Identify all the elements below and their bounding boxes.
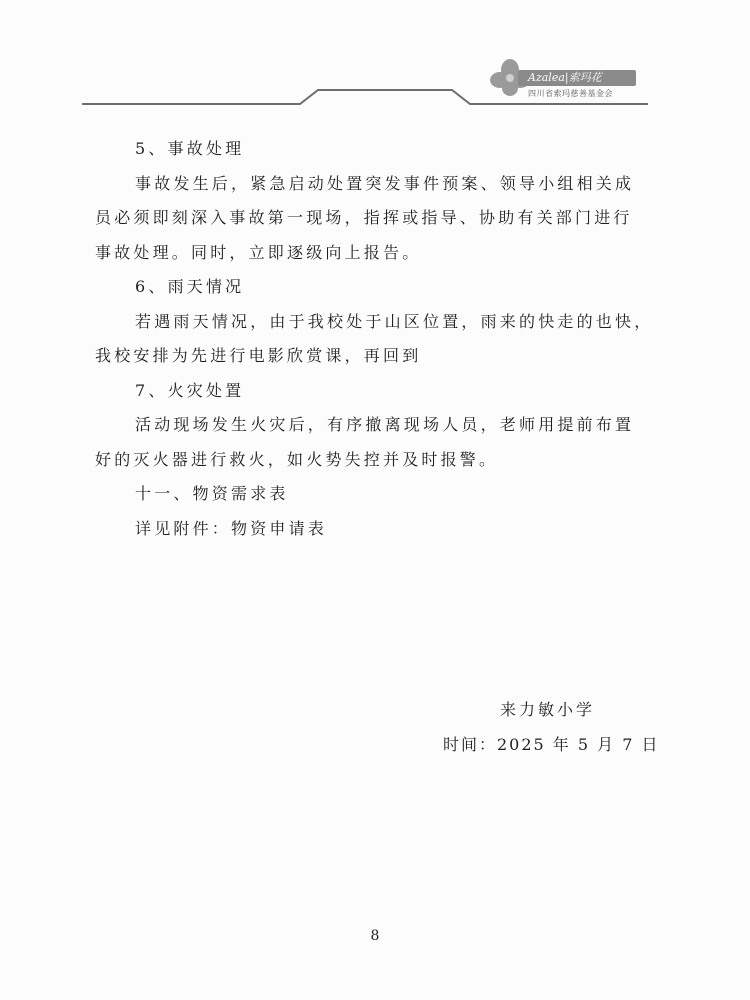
paragraph-line: 事故处理。同时，立即逐级向上报告。 — [95, 242, 422, 262]
paragraph-line: 若遇雨天情况，由于我校处于山区位置，雨来的快走的也快， — [135, 311, 654, 331]
paragraph-line: 详见附件：物资申请表 — [135, 518, 328, 538]
page-number: 8 — [370, 928, 380, 944]
paragraph-line: 好的灭火器进行救火，如火势失控并及时报警。 — [95, 449, 499, 469]
paragraph-line: 活动现场发生火灾后，有序撤离现场人员，老师用提前布置 — [135, 415, 635, 434]
paragraph-line: 我校安排为先进行电影欣赏课，再回到 — [95, 346, 422, 365]
logo-subtitle: 四川省索玛慈善基金会 — [528, 89, 613, 98]
school-name: 来力敏小学 — [500, 700, 596, 719]
section-heading: 十一、物资需求表 — [135, 484, 289, 503]
body-text — [95, 132, 675, 546]
document-date: 时间：2025 年 5 月 7 日 — [443, 735, 660, 754]
logo-title: Azalea|索玛花 — [518, 70, 636, 86]
section-heading: 7、火灾处置 — [135, 380, 245, 400]
section-heading: 5、事故处理 — [135, 139, 245, 158]
paragraph-line: 事故发生后，紧急启动处置突发事件预案、领导小组相关成 — [135, 173, 635, 193]
paragraph-line: 员必须即刻深入事故第一现场，指挥或指导、协助有关部门进行 — [95, 208, 633, 227]
foundation-logo — [490, 58, 640, 104]
section-heading: 6、雨天情况 — [135, 277, 245, 296]
